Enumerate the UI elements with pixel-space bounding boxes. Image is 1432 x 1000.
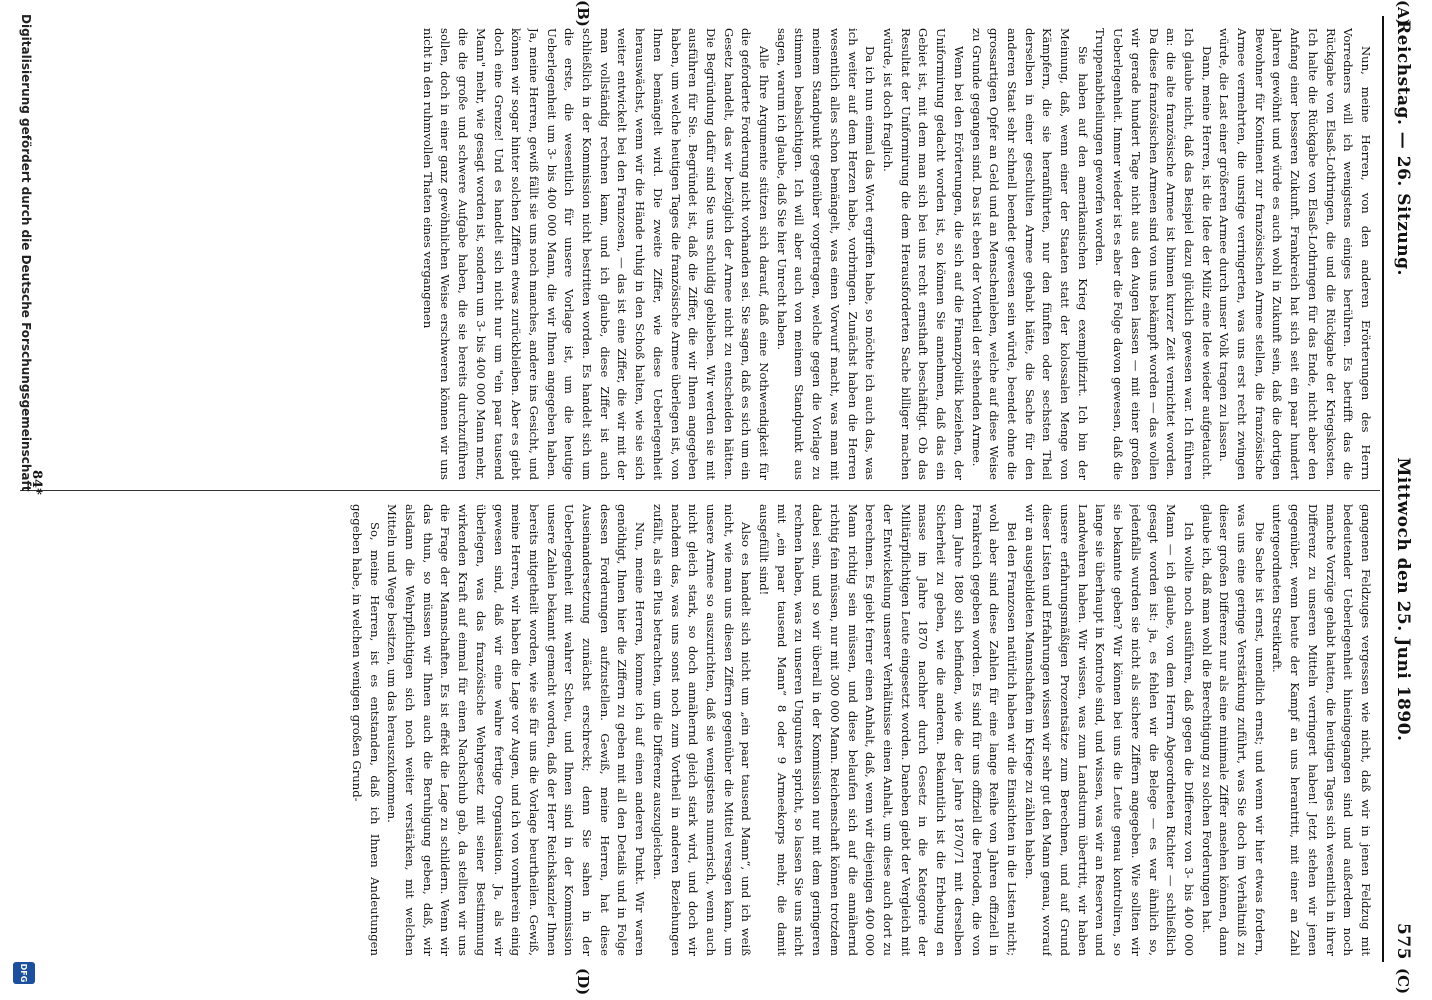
dfg-logo-icon: DFG [13, 962, 35, 984]
paragraph: Bei den Franzosen natürlich haben wir die Einsichten in die Listen nicht; wohl aber sind diese Zahlen für eine lange Reihe von Jahren offiziell in Frankreich gegeben worden. Es sind für uns offiziell die Perioden, die von dem Jahre 1880 sich befinden, wie die der Jahre 1870/71 mit derselben Sicherheit zu geben, wie die anderen. Bekanntlich ist die Erhebung en masse im Jahre 1870 nachher durch Gesetz in die Kategorie der Militärpflichtigen Leute eingesetzt worden. Daneben giebt der Vergleich mit der Entwickelung unserer Verhältnisse einen Anhalt, um diese auch dort zu berechnen. Es giebt ferner einen Anhalt, daß, wenn wir diejenigen 400 000 Mann richtig sein müssen, und diese belaufen sich auf die annähernd richtig fein müssen, nur mit 300 000 Mann. Reichenschaft können trotzdem dabei sein, und so wir überall in der Kommission nur mit dem geringeren rechnen haben, was zu unseren Ungunsten spricht, so lassen Sie uns nicht mit „ein paar tausend Mann“ 8 oder 9 Armeekorps mehr, die damit ausgefüllt sind! [757, 504, 1019, 956]
paragraph: Nun, meine Herren, komme ich auf einen anderen Punkt. Wir waren genöthigt, Ihnen hier die Ziffern zu geben mit all den Details und in Folge dessen Forderungen aufzustellen. Gewiß, meine Herren, hat diese Auseinandersetzung zunächst erschreckt; denn Sie sahen in der Ueberlegenheit mit wahrer Scheu, und Ihnen sind in der Kommission unsere Zahlen bekannt gemacht worden, daß der Herr Reichskanzler Ihnen bereits mitgetheilt worden, wie sie für uns die Vorlage beurtheilen. Gewiß, meine Herren, wir haben die Lage vor Augen, und ich von vornherein einig gewesen sind, daß wir eine wahre fertige Organisation. Ja, als wir überlegen, was das französische Wehrgesetz mit seiner Bestimmung wirkenden Kraft auf einmal für einen Nachschub gab, da stellten wir uns die Frage der Mannschaften. Es ist effekt die Lage zu schildern. Wenn wir das thun, so müssen wir Ihnen auch die Beruhigung geben, daß, wir alsdann die Wehrpflichtigen sich noch weiter verstärken, mit welchen Mitteln und Wege besitzen, um das herauszukommen. [385, 504, 648, 956]
margin-mark-b: (B) [574, 0, 592, 27]
header-left-label: Reichstag. — 26. Sitzung. [1393, 20, 1413, 276]
paragraph: Sie haben auf den amerikanischen Krieg exemplifizirt. Ich bin der Meinung, daß, wenn einer der Staaten statt der kolossalen Menge von Kämpfern, die sie heranführten, nur den fünften oder sechsten Theil derselben in einer geschulten Armee gehabt hätte, die Sache für den anderen Staat sehr schnell beendet gewesen sein würde, beendet ohne die grossartigen Opfer an Geld und an Menschenleben, welche auf diese Weise zu Grunde gegangen sind. Das ist eben der Vortheil der stehenden Armee. [969, 28, 1090, 480]
text-column-left [44, 28, 1374, 480]
paragraph: So, meine Herren, ist es entstanden, daß ich Ihnen Andeutungen gegeben habe, in welchen wenigen großen Grund- [349, 504, 382, 956]
margin-mark-a: (A) [1394, 0, 1412, 26]
margin-mark-c: (C) [1394, 968, 1412, 995]
header-date: Mittwoch den 25. Juni 1890. [1393, 457, 1413, 742]
text-column-right [44, 504, 1374, 956]
paragraph: Die Sache ist ernst, unendlich ernst; und wenn wir hier etwas fordern, was uns eine geringe Verstärkung zuführt, was Sie doch im Verhältniß zu dieser großen Differenz nur als eine minimale Ziffer ansehen können, dann glaube ich, daß man wohl die Berechtigung zu solchen Forderungen hat. [1199, 504, 1267, 956]
margin-mark-d: (D) [574, 968, 592, 996]
page-header [1388, 20, 1418, 960]
signature-mark: 84* [29, 470, 44, 495]
paragraph: Also es handelt sich nicht um „ein paar tausend Mann“, und ich weiß nicht, wie man uns diesen Ziffern gegenüber die Mittel versagen kann, um unsere Armee so auszurichten, daß sie wenigstens numerisch, wenn auch nicht gleich stark, so doch annähernd gleich stark wird, und doch wir nachdem das, was uns sonst noch zum Vortheil in anderen Beziehungen zufällt, als ein Plus betrachten, um die Differenz auszugleichen. [650, 504, 754, 956]
paragraph: gangenen Feldzuges vergessen wie nicht, daß wir in jenen Feldzug mit bedeutender Ueberlegenheit hineingegangen sind und außerdem noch manche Vorzüge gehabt hatten, die heutigen Tages sich wesentlich in ihrer Differenz zu unseren Mitteln verringert haben! Jetzt stehen wir jenen gegenüber, wenn heute der Kampf an uns herantritt, mit einer an Zahl untergeordneten Streitkraft. [1270, 504, 1373, 956]
paragraph: Da ich nun einmal das Wort ergriffen habe, so möchte ich auch das, was ich weiter auf dem Herzen habe, vorbringen. Zunächst haben die Herren wesentlich alles schon bemängelt, was einen Vorwurf macht, was man mit meinem Standpunkt gegenüber vorgetragen, welche gegen die Vorlage zu stimmen beabsichtigen. Ich will aber auch von meinem Standpunkt aus sagen, warum ich glaube, daß Sie hier Unrecht haben. [774, 28, 878, 480]
paragraph: Nun, meine Herren, von den anderen Erörterungen des Herrn Vorredners will ich wenigstens einiges berühren. Es betrifft das die Rückgabe von Elsaß-Lothringen, die und die Rückgabe der Kriegskosten. Ich halte die Rückgabe von Elsaß-Lothringen für das Ende, nicht aber den Anfang einer besseren Zukunft. Frankreich hat sich seit ein paar hundert Jahren gewöhnt und würde es auch wohl in Zukunft sein, daß die dortigen Bewohner für Kontinent zur französischen Armee stellen, die französische Armee vermehrten, die unsrige verringerten, was uns erst recht zwingen würde, die Last einer größeren Armee durch unser Volk tragen zu lassen. [1217, 28, 1373, 480]
paragraph: Dann, meine Herren, ist die Idee der Miliz eine Idee wieder aufgetaucht. Ich glaube nicht, daß das Beispiel dazu glücklich gewesen war. Ich führen an: die alte französische Armee ist binnen kurzer Zeit vernichtet worden. Da diese französischen Armeen sind von uns bekämpft worden — das wollen wir gerade hundert Tage nicht aus den Augen lassen — mit einer großen Ueberlegenheit. Immer wieder ist es aber die Folge davon gewesen, daß die Truppenabtheilungen geworfen worden. [1093, 28, 1214, 480]
paragraph: Ich wollte noch ausführen, daß gegen die Differenz von 3- bis 400 000 Mann — ich glaube, von dem Herrn Abgeordneten Richter — schließlich gesagt worden ist: ja, es fehlen wir die Belege — es war ähnlich so, jedenfalls wurden sie nicht als sichere Ziffern angegeben. Wie sollten wir sie bekannte geben? Wir können bei uns die Leute genau kontroliren, so lange sie überhaupt in Kontrole sind, und wissen, was wir an Reserven und Landwehren haben. Wir wissen, was zum Landsturm übertritt, wir haben unsere erfahrungsmäßigen Prozentsätze zum Berechnen, und auf Grund dieser Listen und Erfahrungen wissen wir sehr gut den Mann genau, worauf wir an ausgebildeten Mannschaften im Kriege zu zählen haben. [1022, 504, 1196, 956]
paragraph: Alle Ihre Argumente stützen sich darauf, daß eine Nothwendigkeit für die geforderte Forderung nicht vorhanden sei. Sie sagen, daß es sich um ein Gesetz handelt, das wir bezüglich der Armee nicht zu entscheiden hätten. Die Begründung dafür sind Sie uns schuldig geblieben. Wir werden sie mit ausführen für Sie. Begründet ist, daß die Ziffer, die wir Ihnen angegeben haben, um welche heutigen Tages die französische Armee überlegen ist, von Ihnen bemängelt wird. Die zweite Ziffer, wie diese Ueberlegenheit herauswächst, wenn wir die Hände ruhig in den Schoß halten, wie sie sich weiter entwickelt bei den Franzosen, — das ist eine Ziffer, die wir mit der man vollständig rechnen kann, und ich glaube, diese Ziffer ist auch schließlich in der Kommission nicht bestritten worden. Es handelt sich um die erste, die wesentlich für unsere Vorlage ist, um die heutige Ueberlegenheit um 3- bis 400 000 Mann, die wir Ihnen angegeben haben. Ja, meine Herren, gewiß fällt sie uns noch manches, andere ins Gesicht, und können wir sogar hinter solchen Ziffern etwas zurückbleiben. Aber es giebt doch eine Grenze! Und es handelt sich nicht nur um "ein paar tausend Mann" mehr, wie gesagt worden ist, sondern um 3- bis 400 000 Mann mehr, die die große und schwere Aufgabe haben, die sie bereits durchzuführen sollen, doch in einer ganz gewöhnlichen Weise erschweren können wir uns nicht in den ruhmvollen Thaten eines vergangenen [420, 28, 772, 480]
paragraph: Wenn bei den Erörterungen, die sich auf die Finanzpolitik beziehen, der Uniformirung gedacht worden ist, so können Sie annehmen, daß das ein Gebiet ist, mit dem man sich bei uns recht ernsthaft beschäftigt. Ob das Resultat der Uniformirung die dem Herausforderten Sache billiger machen würde, ist doch fraglich. [881, 28, 966, 480]
page-number: 575 [1393, 923, 1413, 960]
header-rule [1382, 16, 1384, 962]
column-divider [20, 490, 1380, 491]
digitization-credit [9, 0, 37, 1000]
credit-text: Digitalisierung gefördert durch die Deutsche Forschungsgemeinschaft [19, 14, 33, 492]
